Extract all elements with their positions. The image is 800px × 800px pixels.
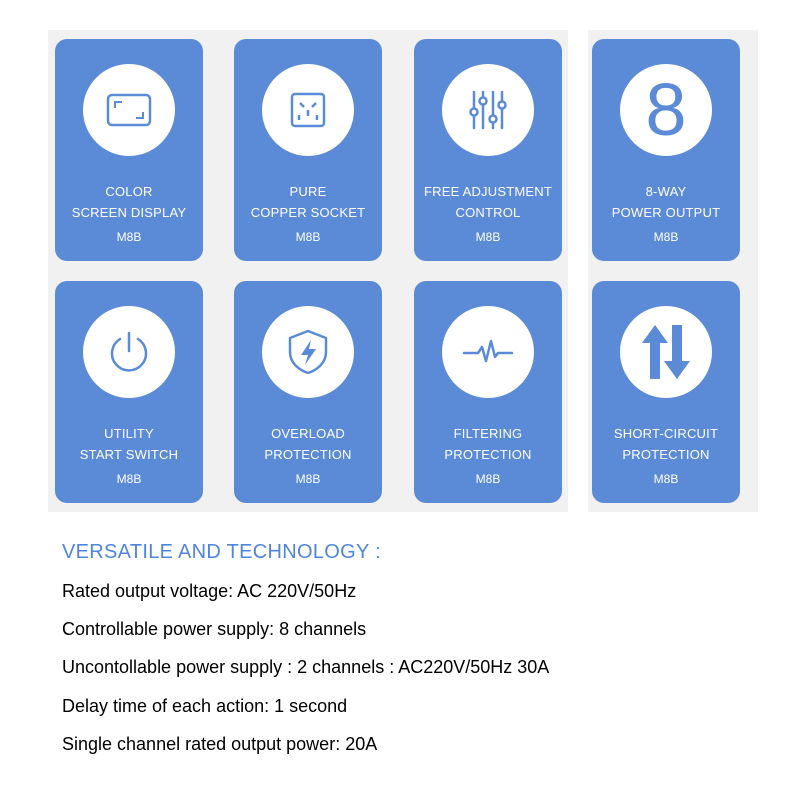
spec-line-rated-voltage: Rated output voltage: AC 220V/50Hz xyxy=(62,581,357,601)
feature-title-line2: START SWITCH xyxy=(79,447,179,462)
sliders-icon xyxy=(466,88,510,132)
feature-model: M8B xyxy=(653,472,679,486)
feature-title-line2: COPPER SOCKET xyxy=(250,205,366,220)
feature-title-line2: SCREEN DISPLAY xyxy=(71,205,187,220)
icon-circle xyxy=(620,306,712,398)
feature-title-line1: FILTERING xyxy=(453,426,523,441)
spec-line-rated-power: Single channel rated output power: 20A xyxy=(62,734,378,754)
screen-icon xyxy=(105,92,153,128)
feature-title-line1: UTILITY xyxy=(104,426,154,441)
feature-title-line1: SHORT-CIRCUIT xyxy=(613,426,719,441)
icon-circle xyxy=(442,64,534,156)
icon-circle xyxy=(83,306,175,398)
feature-title-line2: PROTECTION xyxy=(264,447,352,462)
spec-line-delay-time: Delay time of each action: 1 second xyxy=(62,696,348,716)
icon-circle xyxy=(620,64,712,156)
feature-title-line2: PROTECTION xyxy=(444,447,532,462)
feature-card-short-circuit-protection xyxy=(592,281,740,503)
feature-title-line1: FREE ADJUSTMENT xyxy=(424,184,552,199)
spec-line-controllable-supply: Controllable power supply: 8 channels xyxy=(62,619,367,639)
feature-title-line2: CONTROL xyxy=(455,205,521,220)
specs-heading: VERSATILE AND TECHNOLOGY : xyxy=(62,541,382,563)
feature-card-start-switch xyxy=(55,281,203,503)
feature-card-color-screen xyxy=(55,39,203,261)
power-icon xyxy=(106,329,152,375)
feature-model: M8B xyxy=(295,230,321,244)
feature-model: M8B xyxy=(116,230,142,244)
feature-title-line1: OVERLOAD xyxy=(271,426,345,441)
icon-circle xyxy=(262,306,354,398)
feature-model: M8B xyxy=(653,230,679,244)
feature-model: M8B xyxy=(475,472,501,486)
feature-card-copper-socket xyxy=(234,39,382,261)
spec-line-uncontrollable-supply: Uncontollable power supply : 2 channels : AC220V/50Hz 30A xyxy=(62,657,550,677)
icon-circle xyxy=(83,64,175,156)
shield-bolt-icon xyxy=(286,328,330,376)
feature-title-line1: PURE xyxy=(289,184,327,199)
feature-card-overload-protection xyxy=(234,281,382,503)
number-eight-icon: 8 xyxy=(645,68,687,151)
feature-model: M8B xyxy=(475,230,501,244)
feature-model: M8B xyxy=(295,472,321,486)
feature-title-line2: POWER OUTPUT xyxy=(611,205,721,220)
feature-card-filtering-protection xyxy=(414,281,562,503)
socket-icon xyxy=(288,90,328,130)
pulse-icon xyxy=(462,337,514,367)
feature-model: M8B xyxy=(116,472,142,486)
feature-title-line1: 8-WAY xyxy=(645,184,687,199)
icon-circle xyxy=(262,64,354,156)
feature-card-8-way-output xyxy=(592,39,740,261)
icon-circle xyxy=(442,306,534,398)
feature-title-line1: COLOR xyxy=(105,184,153,199)
feature-card-free-adjustment xyxy=(414,39,562,261)
up-down-arrows-icon xyxy=(640,323,692,381)
feature-title-line2: PROTECTION xyxy=(622,447,710,462)
